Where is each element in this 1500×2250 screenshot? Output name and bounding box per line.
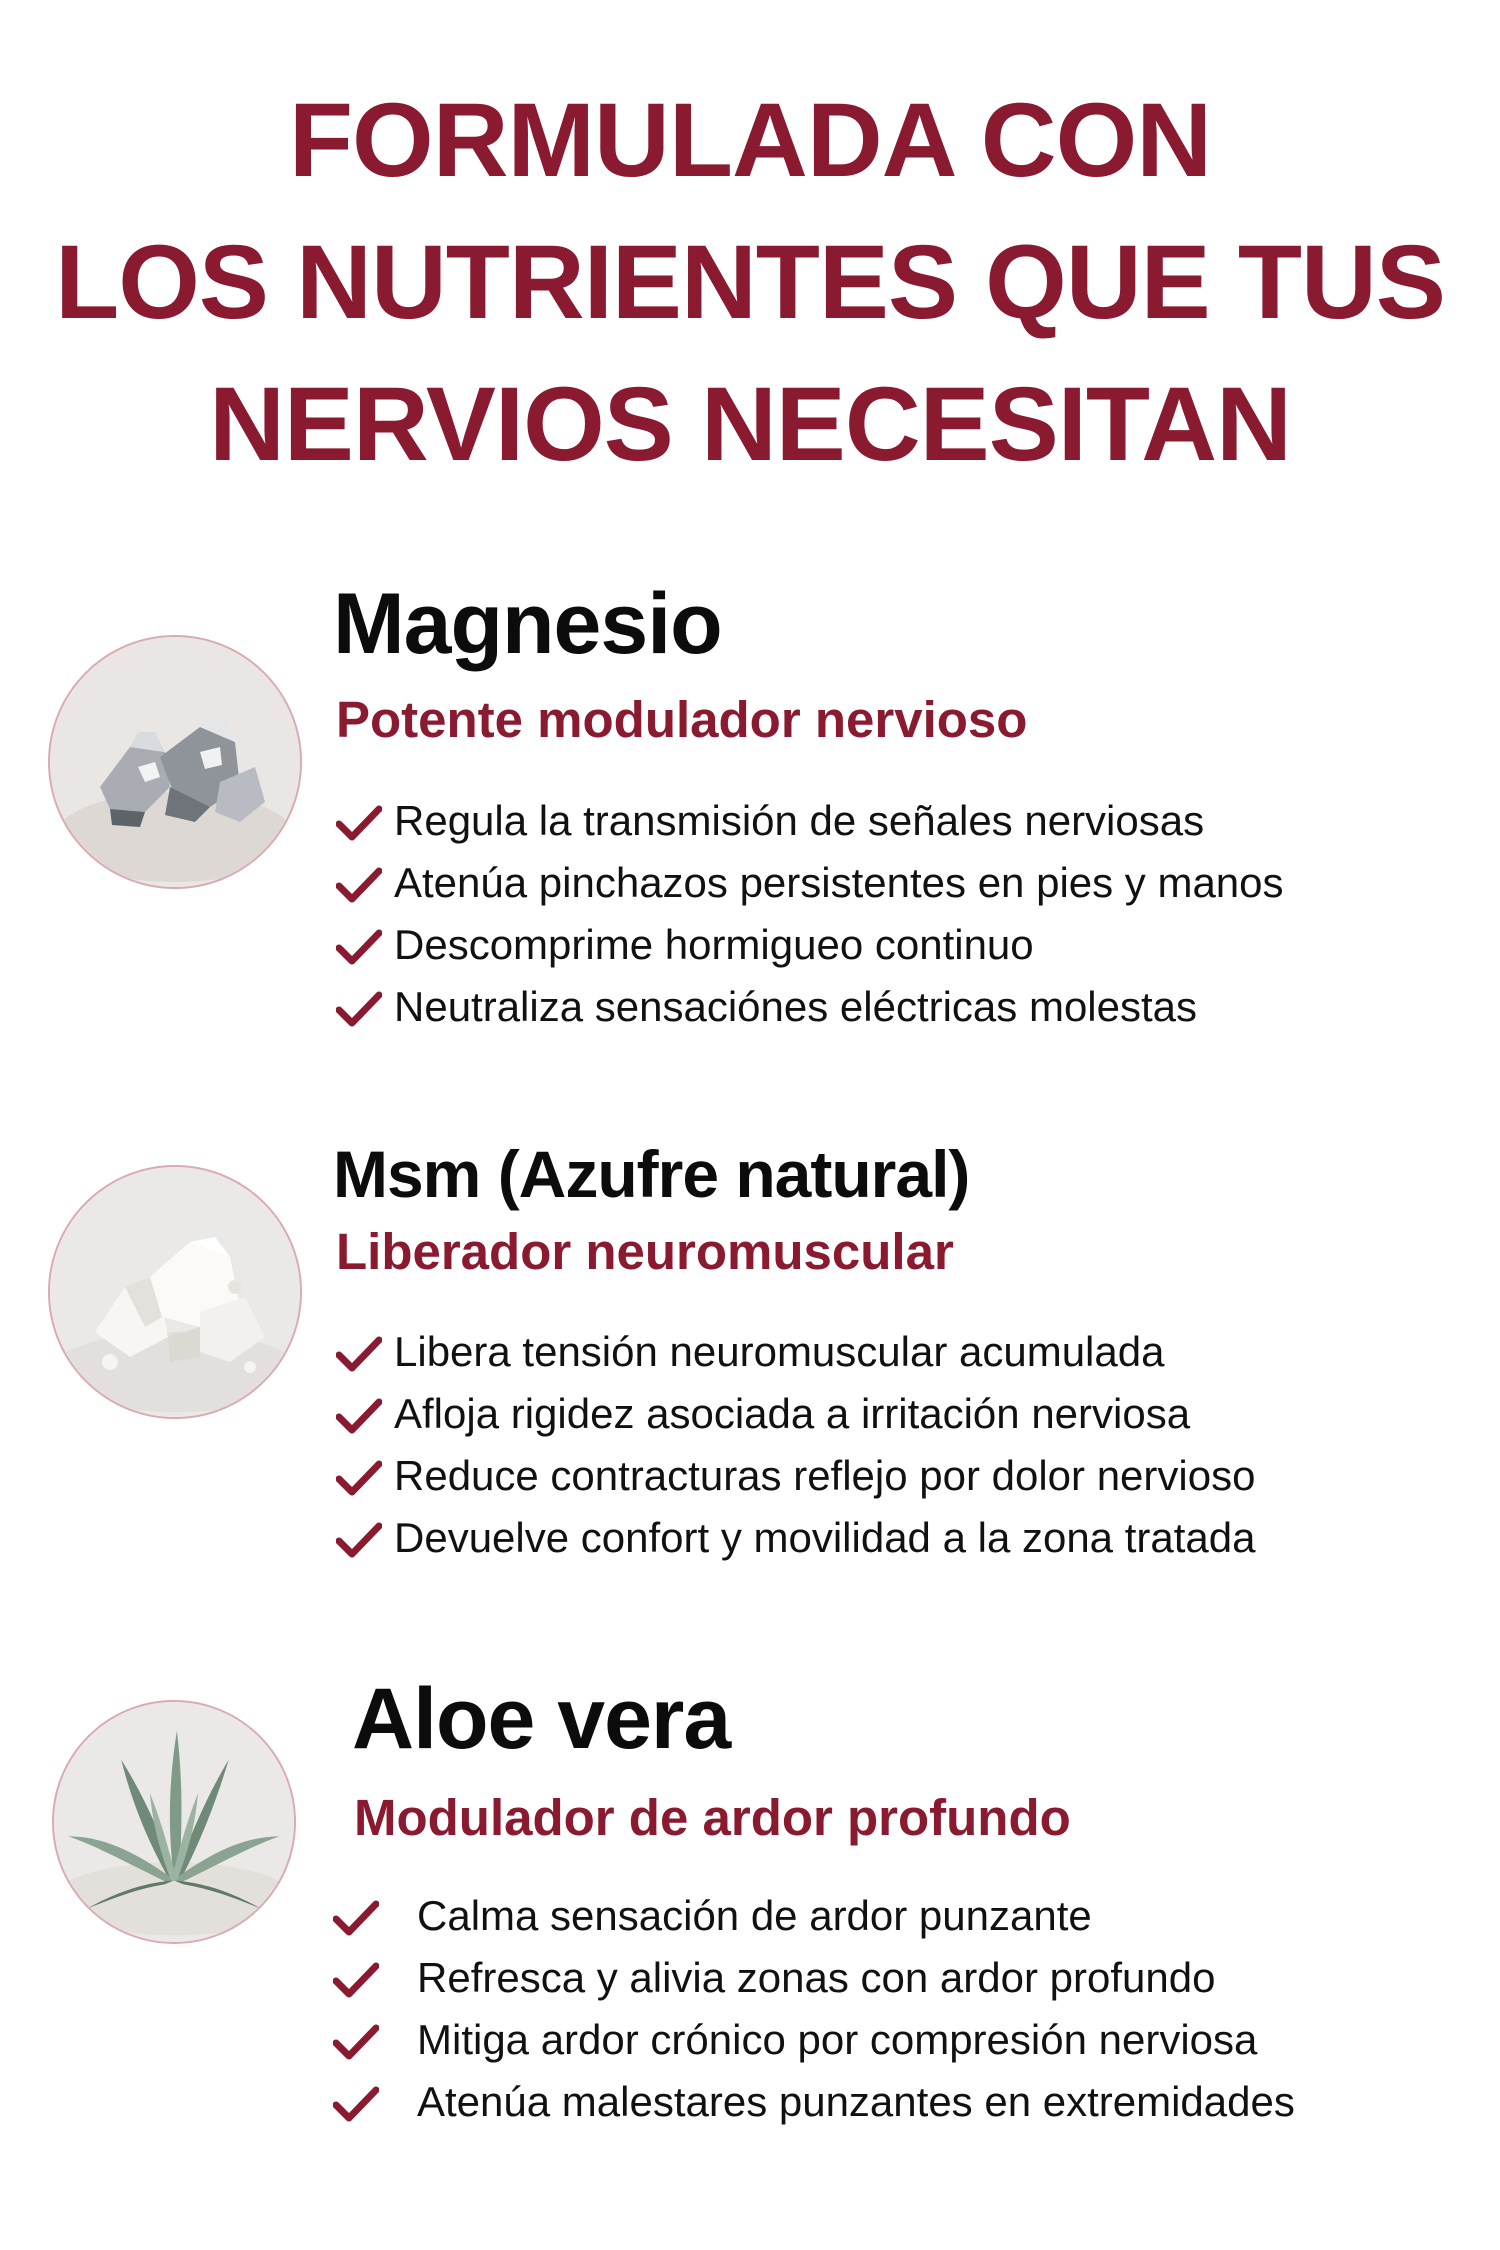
benefit-text: Afloja rigidez asociada a irritación nerviosa [394, 1390, 1191, 1437]
headline-line-2: LOS NUTRIENTES QUE TUS [55, 224, 1445, 341]
checkmark-icon [336, 1397, 382, 1435]
checkmark-icon [336, 1335, 382, 1373]
benefit-text: Regula la transmisión de señales nerviosas [394, 797, 1205, 844]
checkmark-icon [336, 1459, 382, 1497]
ingredient-subtitle: Liberador neuromuscular [336, 1223, 954, 1280]
benefit-text: Calma sensación de ardor punzante [417, 1892, 1092, 1939]
aloe-vera-plant-image [52, 1700, 296, 1944]
benefit-text: Neutraliza sensaciónes eléctricas molestas [394, 983, 1198, 1030]
benefit-text: Mitiga ardor crónico por compresión nerviosa [417, 2016, 1258, 2063]
checkmark-icon [333, 1961, 379, 1999]
benefit-text: Devuelve confort y movilidad a la zona tratada [394, 1514, 1256, 1561]
ingredient-subtitle: Potente modulador nervioso [336, 691, 1028, 748]
checkmark-icon [336, 928, 382, 966]
magnesium-crystals-image [48, 635, 302, 889]
checkmark-icon [336, 866, 382, 904]
headline-line-3: NERVIOS NECESITAN [209, 366, 1291, 483]
headline-line-1: FORMULADA CON [288, 82, 1212, 199]
benefit-text: Refresca y alivia zonas con ardor profundo [417, 1954, 1216, 2001]
msm-powder-image [48, 1165, 302, 1419]
benefit-text: Atenúa pinchazos persistentes en pies y manos [394, 859, 1284, 906]
ingredient-name: Aloe vera [352, 1671, 731, 1767]
benefit-text: Descomprime hormigueo continuo [394, 921, 1034, 968]
checkmark-icon [333, 2085, 379, 2123]
benefit-text: Atenúa malestares punzantes en extremidades [417, 2078, 1295, 2125]
ingredient-name: Msm (Azufre natural) [333, 1137, 970, 1211]
checkmark-icon [333, 2023, 379, 2061]
ingredient-name: Magnesio [333, 576, 722, 672]
benefit-text: Libera tensión neuromuscular acumulada [394, 1328, 1165, 1375]
headline [0, 70, 1500, 496]
checkmark-icon [336, 1521, 382, 1559]
ingredient-subtitle: Modulador de ardor profundo [354, 1789, 1071, 1846]
checkmark-icon [336, 804, 382, 842]
checkmark-icon [336, 990, 382, 1028]
benefit-text: Reduce contracturas reflejo por dolor nervioso [394, 1452, 1256, 1499]
checkmark-icon [333, 1899, 379, 1937]
